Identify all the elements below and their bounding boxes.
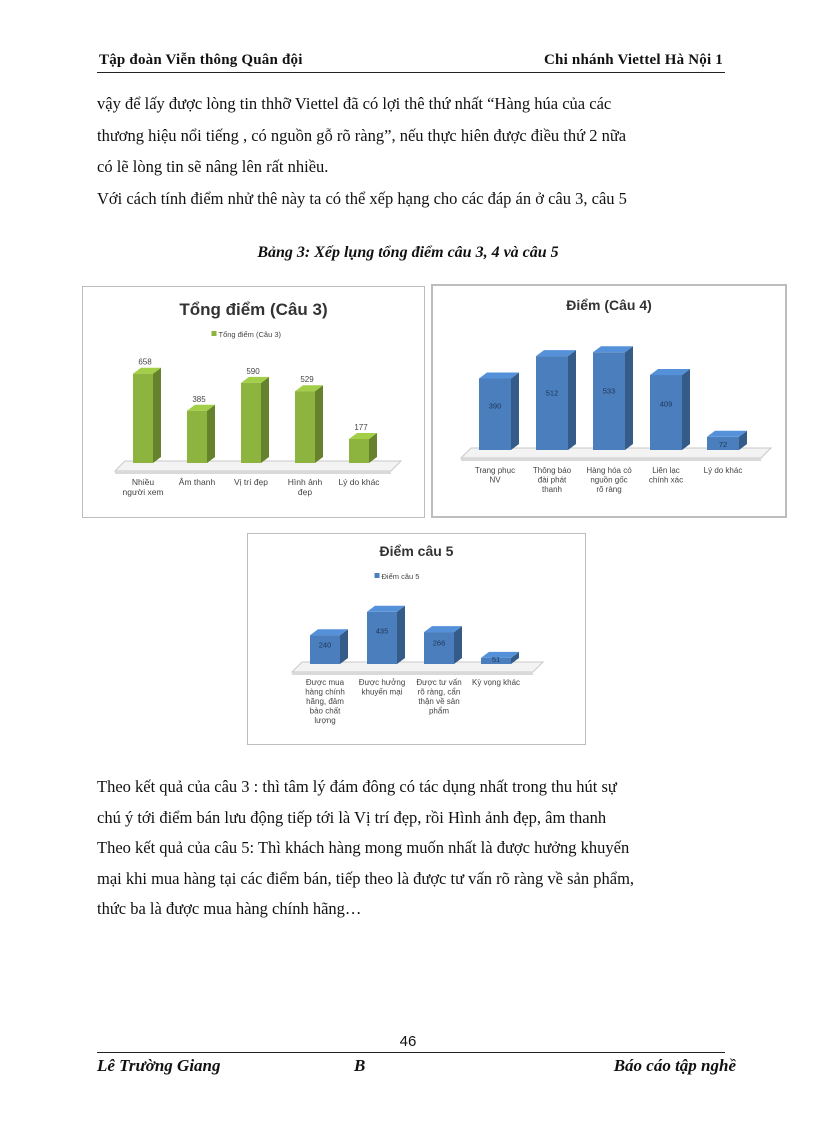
data-label: 512 [545, 388, 559, 398]
category-label: thận về sản [418, 697, 460, 706]
category-label: Nhiều [131, 477, 155, 487]
category-label: khuyến mại [361, 687, 403, 697]
chart-cau-3 [82, 286, 425, 518]
footer-middle: B [354, 1056, 366, 1075]
footer-report-title: Báo cáo tập nghề [613, 1056, 736, 1075]
data-label: 177 [354, 422, 368, 432]
category-label: Được hưởng [358, 678, 406, 687]
category-label: Được mua [305, 678, 345, 687]
paragraph-top [97, 88, 737, 214]
bar [367, 612, 397, 664]
bar [593, 352, 625, 450]
footer-divider [97, 1052, 725, 1053]
category-label: lượng [314, 716, 336, 725]
category-label: Thông báo [532, 466, 572, 475]
category-label: Hình ảnh [287, 477, 323, 487]
bar-side [682, 369, 690, 450]
header-branch: Chi nhánh Viettel Hà Nội 1 [544, 52, 723, 68]
chart-cau-4-svg [433, 286, 785, 516]
data-label: 533 [602, 386, 616, 396]
chart-title: Tổng điểm (Câu 3) [179, 300, 328, 319]
category-label: Được tư vấn [416, 678, 462, 687]
category-label: nguồn gốc [590, 475, 628, 485]
category-label: hãng, đảm [306, 697, 344, 706]
text-line: mại khi mua hàng tại các điểm bán, tiếp theo là được tư vấn rõ ràng về sản phẩm, [97, 868, 635, 888]
bar [133, 374, 153, 463]
text-line: có lẽ lòng tin sẽ nâng lên rất nhiều. [97, 157, 329, 176]
bar-side [207, 405, 215, 463]
chart-cau-5-svg [248, 534, 585, 744]
chart-title: Điểm câu 5 [379, 543, 454, 559]
chart-cau-3-svg [83, 287, 424, 517]
bar-side [625, 346, 633, 450]
category-label: Âm thanh [178, 477, 216, 487]
bar [536, 356, 568, 450]
legend-swatch [375, 573, 380, 578]
bar [187, 411, 207, 463]
bar [349, 439, 369, 463]
legend-label: Điểm câu 5 [381, 572, 420, 581]
legend-label: Tổng điểm (Câu 3) [218, 330, 282, 339]
chart-floor-edge [461, 458, 761, 461]
bar-side [511, 373, 519, 451]
category-label: Liên lạc [652, 466, 680, 475]
text-line: Theo kết quả của câu 5: Thì khách hàng mong muốn nhất là được hưởng khuyến [97, 838, 630, 857]
text-line: vậy để lấy được lòng tin thhỡ Viettel đã có lợi thê thứ nhất “Hàng húa của các [97, 94, 612, 113]
category-label: Vị trí đẹp [233, 477, 269, 487]
bar-side [397, 606, 405, 664]
bar [650, 375, 682, 450]
data-label: 409 [659, 399, 673, 409]
chart-cau-4 [431, 284, 787, 518]
legend-swatch [212, 331, 217, 336]
chart-floor-edge [292, 672, 533, 675]
text-line: chú ý tới điểm bán lưu động tiếp tới là Vị trí đẹp, rồi Hình ảnh đẹp, âm thanh [97, 807, 607, 827]
category-label: Hàng hóa có [586, 466, 632, 475]
category-label: Lý do khác [703, 466, 743, 475]
category-label: Trang phục [474, 466, 516, 475]
chart-cau-5 [247, 533, 586, 745]
header-organization: Tập đoàn Viễn thông Quân đội [99, 52, 303, 68]
bar-side [340, 629, 348, 664]
bar-side [568, 350, 576, 450]
category-label: hàng chính [305, 687, 345, 697]
category-label: rõ ràng [596, 485, 622, 494]
table-caption: Bảng 3: Xếp lụng tổng điểm câu 3, 4 và câu 5 [257, 244, 559, 261]
category-label: NV [489, 475, 501, 485]
chart-floor-edge [115, 471, 391, 474]
data-label: 72 [718, 439, 728, 449]
text-line: Với cách tính điểm nhử thê này ta có thể xếp hạng cho các đáp án ở câu 3, câu 5 [97, 188, 627, 208]
text-line: Theo kết quả của câu 3 : thì tâm lý đám đông có tác dụng nhất trong thu hút sự [97, 777, 617, 796]
text-line: thương hiệu nổi tiếng , có nguồn gỗ rõ ràng”, nếu thực hiên được điều thứ 2 nữa [97, 125, 627, 145]
data-label: 529 [300, 375, 314, 385]
bar [479, 379, 511, 451]
data-label: 658 [138, 357, 152, 367]
data-label: 590 [246, 366, 260, 376]
category-label: đẹp [297, 487, 313, 497]
category-label: đài phát [537, 475, 567, 485]
category-label: Lý do khác [338, 477, 380, 487]
paragraph-bottom [97, 772, 737, 925]
category-label: người xem [122, 487, 164, 497]
data-label: 266 [432, 638, 446, 648]
bar-side [315, 385, 323, 463]
chart-title: Điểm (Câu 4) [566, 297, 652, 313]
data-label: 240 [318, 640, 332, 650]
data-label: 51 [491, 655, 501, 664]
category-label: Kỳ vọng khác [471, 678, 521, 687]
category-label: thanh [541, 485, 563, 494]
page-header [97, 50, 725, 73]
data-label: 385 [192, 394, 206, 404]
bar-side [454, 626, 462, 664]
data-label: 435 [375, 626, 389, 636]
bar [424, 632, 454, 664]
bar [241, 383, 261, 463]
bar-side [153, 368, 161, 463]
data-label: 390 [488, 401, 502, 411]
category-label: bảo chất [309, 706, 341, 716]
footer-author: Lê Trường Giang [97, 1056, 221, 1075]
category-label: phẩm [428, 706, 450, 716]
bar-side [261, 377, 269, 463]
text-line: thức ba là được mua hàng chính hãng… [97, 899, 362, 918]
category-label: chính xác [648, 475, 684, 485]
page-number: 46 [399, 1033, 417, 1050]
bar [295, 391, 315, 463]
category-label: rõ ràng, cẩn [417, 687, 461, 697]
